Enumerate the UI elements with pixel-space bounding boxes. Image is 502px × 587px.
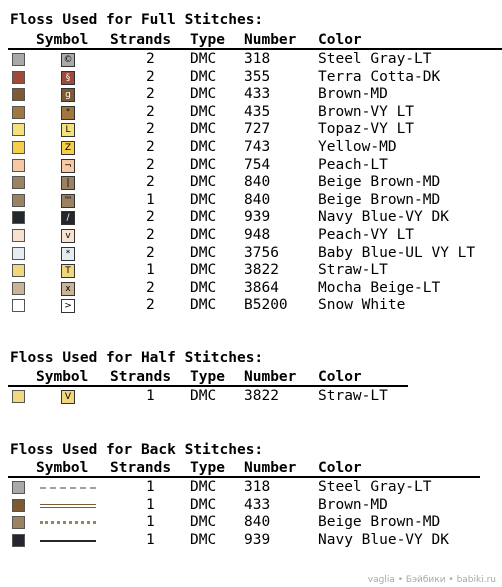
strands-value: 2	[146, 209, 155, 226]
color-swatch	[12, 176, 25, 189]
floss-row	[0, 245, 502, 263]
color-swatch	[12, 481, 25, 494]
type-value: DMC	[190, 191, 217, 208]
strands-value: 1	[146, 262, 155, 279]
color-swatch	[12, 299, 25, 312]
stitch-symbol: v	[61, 229, 75, 243]
floss-row	[0, 139, 502, 157]
type-value: DMC	[190, 244, 217, 261]
stitch-symbol: Z	[61, 141, 75, 155]
type-value: DMC	[190, 531, 217, 548]
strands-value: 2	[146, 244, 155, 261]
type-value: DMC	[190, 156, 217, 173]
stitch-symbol: ¬	[61, 159, 75, 173]
color-swatch	[12, 123, 25, 136]
color-swatch	[12, 516, 25, 529]
color-name: Yellow-MD	[318, 139, 397, 155]
type-value: DMC	[190, 86, 217, 103]
floss-row	[0, 209, 502, 227]
number-value: 948	[244, 227, 271, 243]
type-value: DMC	[190, 227, 217, 243]
number-value: 727	[244, 121, 271, 138]
backstitch-line-icon	[40, 521, 96, 524]
color-swatch	[12, 106, 25, 119]
color-name: Peach-LT	[318, 156, 388, 173]
floss-row	[0, 69, 502, 87]
header-color: Color	[318, 32, 362, 48]
type-value: DMC	[190, 388, 217, 404]
strands-value: 1	[146, 514, 155, 531]
color-name: Beige Brown-MD	[318, 191, 441, 208]
header-rule	[8, 385, 408, 387]
number-value: 318	[244, 51, 271, 67]
floss-row	[0, 514, 502, 532]
color-name: Beige Brown-MD	[318, 514, 441, 531]
color-swatch	[12, 141, 25, 154]
strands-value: 2	[146, 279, 155, 296]
floss-row	[0, 388, 502, 406]
stitch-symbol: x	[61, 282, 75, 296]
header-rule	[8, 476, 480, 478]
color-name: Steel Gray-LT	[318, 479, 432, 495]
number-value: 840	[244, 191, 271, 208]
number-value: B5200	[244, 297, 288, 314]
color-swatch	[12, 211, 25, 224]
strands-value: 2	[146, 103, 155, 120]
floss-row	[0, 280, 502, 298]
color-swatch	[12, 534, 25, 547]
floss-row	[0, 51, 502, 69]
floss-row	[0, 497, 502, 515]
floss-row	[0, 479, 502, 497]
color-name: Steel Gray-LT	[318, 51, 432, 67]
stitch-symbol: ™	[61, 194, 75, 208]
header-strands: Strands	[110, 460, 172, 476]
color-name: Navy Blue-VY DK	[318, 209, 449, 226]
color-swatch	[12, 390, 25, 403]
header-color: Color	[318, 460, 362, 476]
header-number: Number	[244, 32, 297, 48]
color-swatch	[12, 88, 25, 101]
color-name: Beige Brown-MD	[318, 174, 441, 191]
number-value: 433	[244, 496, 271, 513]
header-type: Type	[190, 369, 225, 385]
strands-value: 2	[146, 139, 155, 155]
floss-row	[0, 157, 502, 175]
header-number: Number	[244, 369, 297, 385]
color-name: Straw-LT	[318, 388, 388, 404]
type-value: DMC	[190, 174, 217, 191]
header-type: Type	[190, 460, 225, 476]
color-name: Mocha Beige-LT	[318, 279, 441, 296]
color-name: Brown-MD	[318, 496, 388, 513]
type-value: DMC	[190, 496, 217, 513]
stitch-symbol: ©	[61, 53, 75, 67]
number-value: 3756	[244, 244, 279, 261]
stitch-symbol: °	[61, 106, 75, 120]
color-swatch	[12, 264, 25, 277]
strands-value: 2	[146, 86, 155, 103]
number-value: 3864	[244, 279, 279, 296]
watermark: vaglia • Бэйбики • babiki.ru	[367, 575, 496, 585]
strands-value: 1	[146, 388, 155, 404]
color-name: Brown-VY LT	[318, 103, 415, 120]
floss-row	[0, 121, 502, 139]
type-value: DMC	[190, 209, 217, 226]
stitch-symbol: T	[61, 264, 75, 278]
header-symbol: Symbol	[36, 32, 89, 48]
strands-value: 1	[146, 191, 155, 208]
header-type: Type	[190, 32, 225, 48]
number-value: 840	[244, 174, 271, 191]
section-title: Floss Used for Half Stitches:	[10, 350, 264, 366]
color-swatch	[12, 159, 25, 172]
number-value: 939	[244, 531, 271, 548]
strands-value: 2	[146, 227, 155, 243]
header-number: Number	[244, 460, 297, 476]
number-value: 318	[244, 479, 271, 495]
floss-row	[0, 192, 502, 210]
type-value: DMC	[190, 262, 217, 279]
number-value: 355	[244, 68, 271, 85]
color-name: Peach-VY LT	[318, 227, 415, 243]
strands-value: 1	[146, 479, 155, 495]
strands-value: 2	[146, 156, 155, 173]
backstitch-line-icon	[40, 487, 96, 489]
header-strands: Strands	[110, 32, 172, 48]
type-value: DMC	[190, 139, 217, 155]
type-value: DMC	[190, 51, 217, 67]
header-rule	[8, 48, 502, 50]
color-name: Snow White	[318, 297, 406, 314]
type-value: DMC	[190, 514, 217, 531]
type-value: DMC	[190, 103, 217, 120]
header-symbol: Symbol	[36, 369, 89, 385]
number-value: 840	[244, 514, 271, 531]
color-swatch	[12, 247, 25, 260]
number-value: 743	[244, 139, 271, 155]
floss-row	[0, 86, 502, 104]
strands-value: 2	[146, 297, 155, 314]
section-title: Floss Used for Back Stitches:	[10, 442, 264, 458]
number-value: 435	[244, 103, 271, 120]
color-name: Navy Blue-VY DK	[318, 531, 449, 548]
backstitch-line-icon	[40, 504, 96, 508]
type-value: DMC	[190, 121, 217, 138]
stitch-symbol: |	[61, 176, 75, 190]
color-name: Terra Cotta-DK	[318, 68, 441, 85]
color-name: Brown-MD	[318, 86, 388, 103]
number-value: 3822	[244, 262, 279, 279]
strands-value: 2	[146, 51, 155, 67]
type-value: DMC	[190, 279, 217, 296]
floss-row	[0, 104, 502, 122]
floss-row	[0, 174, 502, 192]
color-swatch	[12, 499, 25, 512]
number-value: 3822	[244, 388, 279, 404]
stitch-symbol: L	[61, 123, 75, 137]
color-swatch	[12, 71, 25, 84]
header-color: Color	[318, 369, 362, 385]
backstitch-line-icon	[40, 540, 96, 542]
strands-value: 2	[146, 174, 155, 191]
floss-row	[0, 297, 502, 315]
floss-row	[0, 227, 502, 245]
type-value: DMC	[190, 479, 217, 495]
color-name: Straw-LT	[318, 262, 388, 279]
type-value: DMC	[190, 297, 217, 314]
color-name: Baby Blue-UL VY LT	[318, 244, 476, 261]
number-value: 754	[244, 156, 271, 173]
type-value: DMC	[190, 68, 217, 85]
color-swatch	[12, 53, 25, 66]
stitch-symbol: /	[61, 211, 75, 225]
number-value: 433	[244, 86, 271, 103]
number-value: 939	[244, 209, 271, 226]
stitch-symbol: §	[61, 71, 75, 85]
color-name: Topaz-VY LT	[318, 121, 415, 138]
stitch-symbol: V	[61, 390, 75, 404]
section-title: Floss Used for Full Stitches:	[10, 12, 264, 28]
strands-value: 2	[146, 68, 155, 85]
color-swatch	[12, 194, 25, 207]
strands-value: 2	[146, 121, 155, 138]
color-swatch	[12, 229, 25, 242]
stitch-symbol: >	[61, 299, 75, 313]
strands-value: 1	[146, 496, 155, 513]
floss-row	[0, 532, 502, 550]
floss-row	[0, 262, 502, 280]
strands-value: 1	[146, 531, 155, 548]
header-strands: Strands	[110, 369, 172, 385]
header-symbol: Symbol	[36, 460, 89, 476]
stitch-symbol: g	[61, 88, 75, 102]
stitch-symbol: *	[61, 247, 75, 261]
color-swatch	[12, 282, 25, 295]
